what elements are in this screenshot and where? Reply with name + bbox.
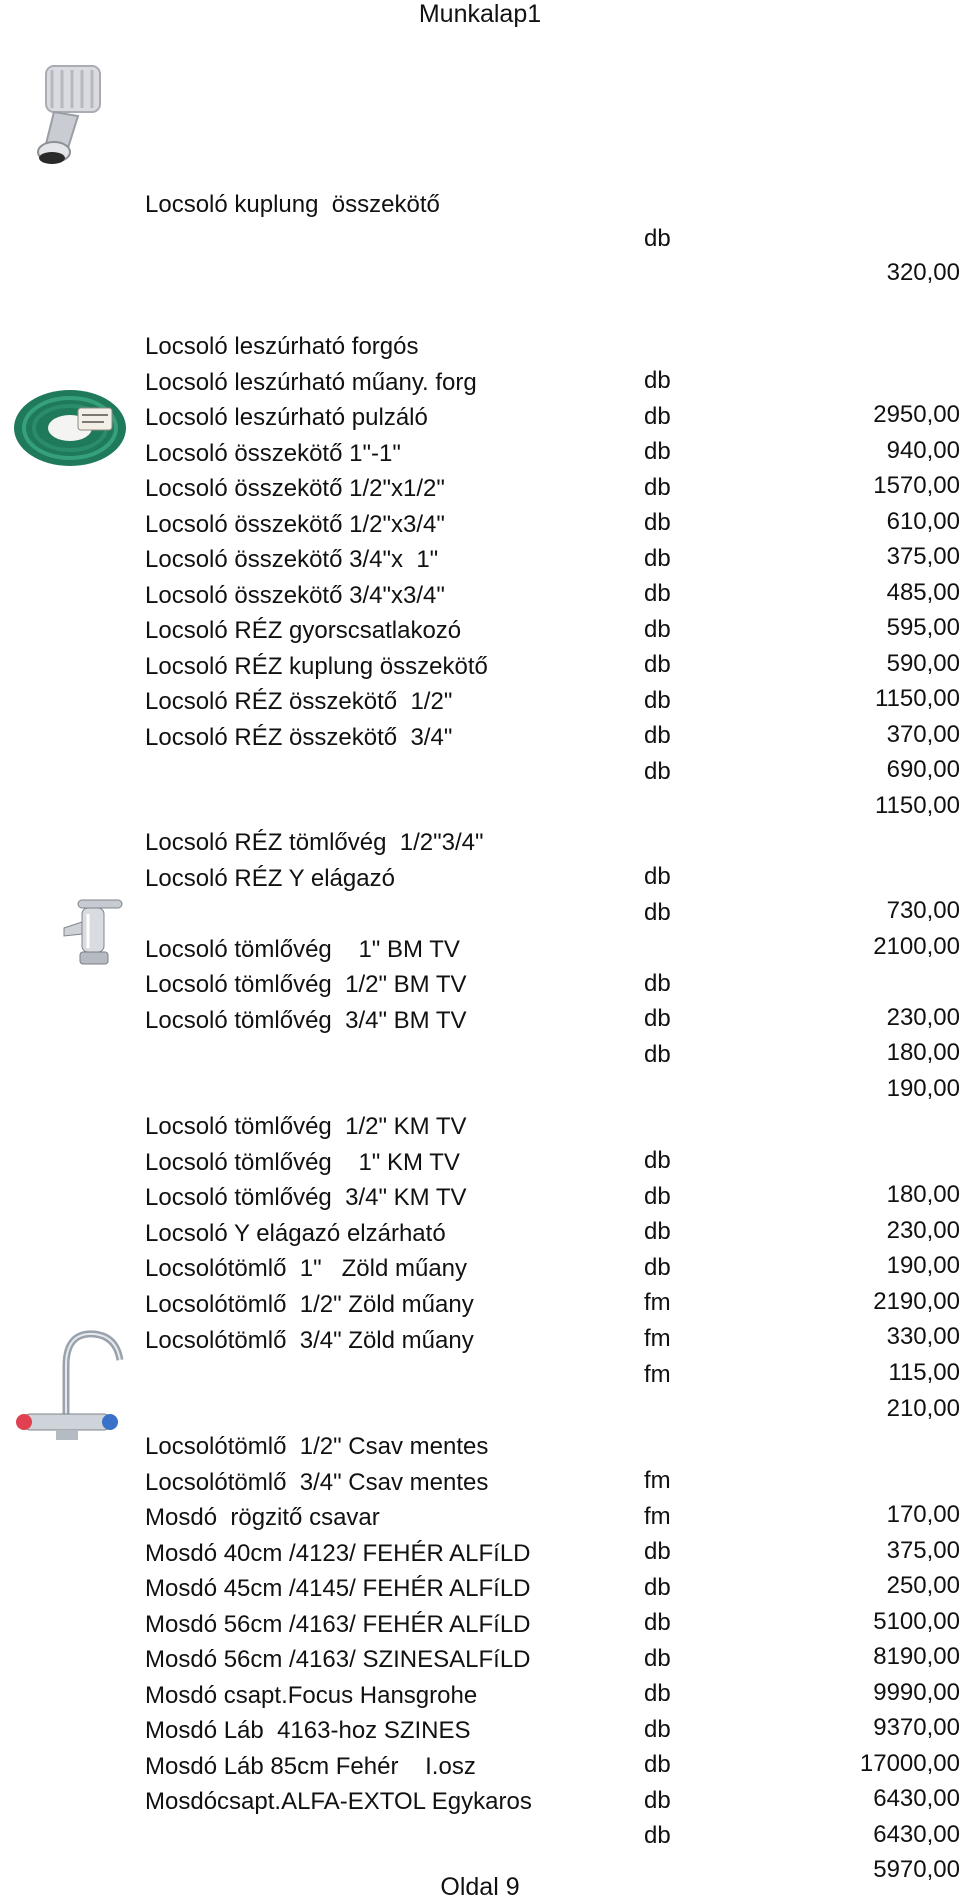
item-name: Mosdócsapt.ALFA-EXTOL Egykaros [145,1788,532,1815]
item-name: Locsoló Y elágazó elzárható [145,1220,446,1247]
item-unit: db [644,1041,671,1068]
item-name: Locsoló összekötő 1"-1" [145,440,401,467]
item-name: Locsoló leszúrható pulzáló [145,404,428,431]
item-price: 210,00 [886,1395,960,1422]
item-name: Mosdó Láb 4163-hoz SZINES [145,1717,471,1744]
item-name: Locsolótömlő 3/4" Csav mentes [145,1469,489,1496]
item-name: Locsoló összekötő 1/2"x3/4" [145,511,445,538]
item-unit: db [644,225,671,252]
item-unit: db [644,616,671,643]
item-unit: fm [644,1361,671,1388]
item-unit: db [644,899,671,926]
item-price: 485,00 [886,579,960,606]
item-name: Locsoló tömlővég 1" BM TV [145,936,460,963]
item-name: Locsoló kuplung összekötő [145,191,440,218]
item-price: 1150,00 [875,792,960,819]
item-name: Mosdó 56cm /4163/ FEHÉR ALFíLD [145,1611,531,1638]
item-unit: db [644,1751,671,1778]
item-unit: db [644,1716,671,1743]
item-unit: db [644,438,671,465]
item-name: Locsoló tömlővég 1/2" KM TV [145,1113,467,1140]
item-name: Locsolótömlő 1/2" Zöld műany [145,1291,474,1318]
item-price: 170,00 [886,1501,960,1528]
item-unit: db [644,1183,671,1210]
item-unit: db [644,367,671,394]
item-price: 6430,00 [873,1785,960,1812]
item-name: Locsoló leszúrható műany. forg [145,369,477,396]
item-price: 940,00 [886,437,960,464]
item-price: 730,00 [886,897,960,924]
item-unit: db [644,722,671,749]
sheet-title: Munkalap1 [418,0,542,28]
item-name: Locsolótömlő 1" Zöld műany [145,1255,468,1282]
item-price: 595,00 [886,614,960,641]
item-price: 610,00 [886,508,960,535]
item-price: 190,00 [886,1252,960,1279]
item-unit: db [644,1218,671,1245]
item-price: 115,00 [888,1359,960,1386]
item-price: 590,00 [886,650,960,677]
item-unit: db [644,687,671,714]
item-price: 9370,00 [873,1714,960,1741]
item-name: Mosdó Láb 85cm Fehér I.osz [145,1753,476,1780]
item-unit: db [644,970,671,997]
page-number: Oldal 9 [440,1873,520,1901]
item-name: Locsoló tömlővég 1/2" BM TV [145,971,467,998]
item-unit: db [644,758,671,785]
item-unit: db [644,1645,671,1672]
item-unit: db [644,474,671,501]
item-name: Locsoló összekötő 3/4"x 1" [145,546,439,573]
item-name: Locsolótömlő 3/4" Zöld műany [145,1327,474,1354]
item-unit: db [644,1254,671,1281]
item-price: 320,00 [886,259,960,286]
item-price: 370,00 [886,721,960,748]
item-unit: db [644,1822,671,1849]
item-unit: db [644,1609,671,1636]
item-name: Locsolótömlő 1/2" Csav mentes [145,1433,489,1460]
item-price: 8190,00 [873,1643,960,1670]
item-unit: db [644,580,671,607]
item-unit: db [644,403,671,430]
item-price: 2190,00 [873,1288,960,1315]
item-price: 6430,00 [873,1821,960,1848]
item-unit: fm [644,1289,671,1316]
item-price: 190,00 [886,1075,960,1102]
item-unit: db [644,1147,671,1174]
item-name: Mosdó rögzitő csavar [145,1504,380,1531]
item-price: 330,00 [886,1323,960,1350]
item-price: 17000,00 [859,1750,960,1777]
item-name: Locsoló RÉZ kuplung összekötő [145,653,488,680]
item-name: Locsoló tömlővég 3/4" KM TV [145,1184,467,1211]
item-unit: db [644,1005,671,1032]
item-unit: db [644,651,671,678]
item-name: Mosdó 56cm /4163/ SZINESALFíLD [145,1646,531,1673]
item-unit: fm [644,1467,671,1494]
item-unit: db [644,1574,671,1601]
item-unit: db [644,863,671,890]
item-unit: db [644,1787,671,1814]
item-price: 2100,00 [873,933,960,960]
item-name: Locsoló összekötő 1/2"x1/2" [145,475,445,502]
item-name: Locsoló RÉZ Y elágazó [145,865,395,892]
item-unit: db [644,545,671,572]
item-name: Mosdó csapt.Focus Hansgrohe [145,1682,478,1709]
item-unit: fm [644,1503,671,1530]
item-unit: db [644,1680,671,1707]
item-price: 375,00 [886,1537,960,1564]
item-price: 375,00 [886,543,960,570]
item-price: 9990,00 [873,1679,960,1706]
item-name: Locsoló RÉZ gyorscsatlakozó [145,617,462,644]
table-row [0,154,960,286]
item-price: 230,00 [886,1004,960,1031]
item-name: Locsoló tömlővég 1" KM TV [145,1149,460,1176]
item-price: 5100,00 [873,1608,960,1635]
item-price: 5970,00 [873,1856,960,1883]
item-price: 230,00 [886,1217,960,1244]
item-name: Mosdó 40cm /4123/ FEHÉR ALFíLD [145,1540,531,1567]
item-price: 2950,00 [873,401,960,428]
item-name: Locsoló RÉZ összekötő 3/4" [145,724,453,751]
item-name: Locsoló összekötő 3/4"x3/4" [145,582,445,609]
item-name: Mosdó 45cm /4145/ FEHÉR ALFíLD [145,1575,531,1602]
item-name: Locsoló RÉZ összekötő 1/2" [145,688,453,715]
item-price: 1570,00 [873,472,960,499]
item-unit: fm [644,1325,671,1352]
item-price: 180,00 [886,1039,960,1066]
item-name: Locsoló tömlővég 3/4" BM TV [145,1007,467,1034]
item-unit: db [644,509,671,536]
item-name: Locsoló leszúrható forgós [145,333,419,360]
item-price: 690,00 [886,756,960,783]
item-unit: db [644,1538,671,1565]
item-price: 1150,00 [875,685,960,712]
item-price: 180,00 [886,1181,960,1208]
item-name: Locsoló RÉZ tömlővég 1/2"3/4" [145,829,484,856]
item-price: 250,00 [886,1572,960,1599]
